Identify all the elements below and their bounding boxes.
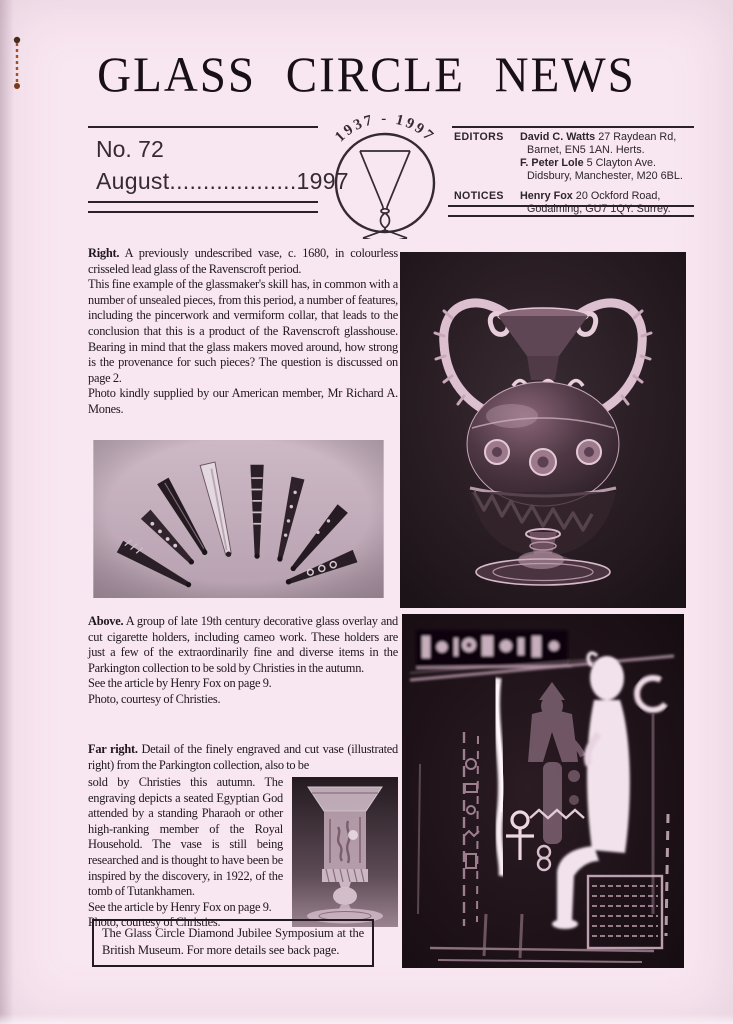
editor-entry-address: Barnet, EN5 1AN. Herts. bbox=[527, 144, 645, 156]
masthead-rule-left-bottom bbox=[88, 201, 318, 213]
scan-edge-shading bbox=[0, 0, 14, 1024]
editor-entry-address: Didsbury, Manchester, M20 6BL. bbox=[527, 170, 683, 182]
masthead-contacts bbox=[454, 131, 694, 223]
issue-date: August...................1997 bbox=[96, 168, 349, 194]
masthead-rule-right-top bbox=[452, 126, 694, 128]
engraved-vase-photo bbox=[292, 777, 398, 927]
newsletter-title: GLASS CIRCLE NEWS bbox=[97, 47, 636, 103]
notices-entry-address: Godalming, GU7 1QY. Surrey. bbox=[527, 203, 671, 215]
notices-label: NOTICES bbox=[454, 190, 504, 202]
egyptian-engraving-detail-photo bbox=[402, 614, 684, 968]
notices-row bbox=[454, 190, 694, 216]
caption-above-holders: Above. A group of late 19th century decorative glass overlay and cut cigarette holders, including cameo work. These holders are just a few of the extraordinarily fine and diverse items in the Parkington collection to be sold by Christies in the autumn. See the article by Henry Fox on page 9. Photo, courtesy of Christies. bbox=[88, 614, 398, 706]
editors-row bbox=[454, 131, 694, 183]
editors-label: EDITORS bbox=[454, 131, 504, 143]
anniversary-logo bbox=[320, 103, 450, 239]
issue-number: No. 72 bbox=[96, 136, 164, 162]
goblet-icon bbox=[360, 151, 410, 239]
ravenscroft-vase-photo bbox=[400, 252, 686, 608]
scan-edge-bottom bbox=[0, 1014, 733, 1024]
logo-years: 1937 - 1997 bbox=[332, 111, 438, 146]
symposium-notice-box: The Glass Circle Diamond Jubilee Symposium at the British Museum. For more details see back page. bbox=[92, 919, 374, 967]
caption-far-right-body: sold by Christies this autumn. The engraving depicts a seated Egyptian God attended by a standing Pharaoh or other high-ranking member of the Royal Household. The vase is still being researched and is thought to have been be inspired by the discovery, in 1922, of the tomb of Tutankhamen. See the article by Henry Fox on page 9. Photo, courtesy of Christies. bbox=[88, 775, 398, 931]
notices-entry: Henry Fox 20 Ockford Road, bbox=[520, 190, 661, 202]
cigarette-holders-photo bbox=[92, 440, 385, 598]
editor-entry: David C. Watts 27 Raydean Rd, bbox=[520, 131, 677, 143]
svg-text:1937 - 1997 bbox=[332, 111, 438, 145]
editor-entry: F. Peter Lole 5 Clayton Ave. bbox=[520, 157, 657, 169]
masthead-rule-left-top bbox=[88, 126, 318, 128]
caption-far-right-intro: Far right. Detail of the finely engraved and cut vase (illustrated right) from the Parkington collection, also to be bbox=[88, 742, 398, 772]
caption-right-vase: Right. A previously undescribed vase, c. 1680, in colourless crisseled lead glass of the Ravenscroft period. This fine example of the glassmaker's skill has, in common with a number of unsealed pieces, from this period, a number of features, including the pincerwork and vermiform collar, that leads to the conclusion that this is a product of the Ravenscroft glasshouse. Bearing in mind that the glass makers moved around, how strong is the provenance for such pieces? The question is discussed on page 2. Photo kindly supplied by our American member, Mr Richard A. Mones. bbox=[88, 246, 398, 416]
